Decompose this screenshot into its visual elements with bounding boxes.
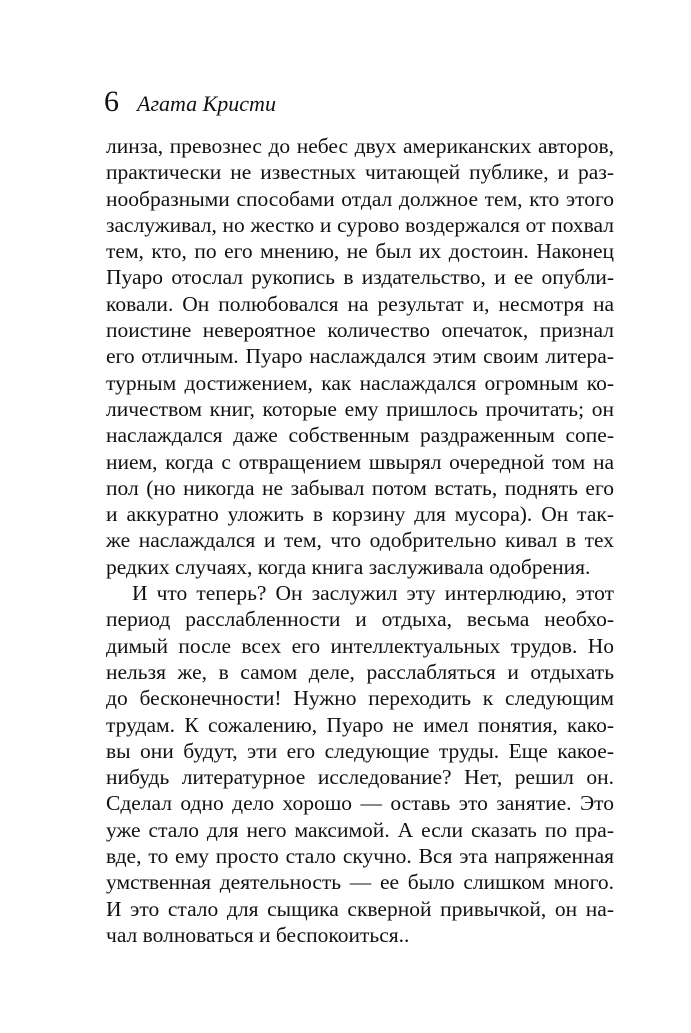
text-line: его отличным. Пуаро наслаждался этим своим литера- bbox=[106, 344, 614, 369]
text-line: практически не известных читающей публике, и раз- bbox=[106, 160, 614, 185]
text-line: линза, превознес до небес двух американских авторов, bbox=[106, 134, 614, 158]
book-author: Агата Кристи bbox=[137, 91, 276, 116]
text-line: уже стало для него максимой. А если сказать по пра- bbox=[106, 817, 614, 842]
text-line: турным достижением, как наслаждался огромным ко- bbox=[106, 370, 614, 395]
body-text bbox=[106, 133, 614, 948]
text-line: редких случаях, когда книга заслуживала одобрения. bbox=[106, 554, 591, 579]
text-line: личеством книг, которые ему пришлось прочитать; он bbox=[106, 396, 614, 421]
text-line: вде, то ему просто стало скучно. Вся эта напряженная bbox=[106, 844, 614, 869]
text-line: умственная деятельность — ее было слишком много. bbox=[106, 870, 614, 895]
text-line: Сделал одно дело хорошо — оставь это занятие. Это bbox=[106, 791, 614, 816]
text-line: нообразными способами отдал должное тем, кто этого bbox=[106, 186, 614, 211]
paragraph-2 bbox=[106, 580, 614, 948]
text-line: нельзя же, в самом деле, расслабляться и отдыхать bbox=[106, 659, 614, 684]
text-line: поистине невероятное количество опечаток, признал bbox=[106, 318, 614, 343]
text-line: чал волноваться и беспокоиться.. bbox=[106, 922, 410, 947]
page-number: 6 bbox=[104, 85, 119, 118]
paragraph-1 bbox=[106, 133, 614, 580]
text-line: и аккуратно уложить в корзину для мусора). Он так- bbox=[106, 502, 614, 527]
text-line: вы они будут, эти его следующие труды. Еще какое- bbox=[106, 738, 614, 763]
text-line: трудам. К сожалению, Пуаро не имел понятия, како- bbox=[106, 712, 614, 737]
text-line: И это стало для сыщика скверной привычкой, он на- bbox=[106, 896, 614, 921]
text-line: же наслаждался и тем, что одобрительно кивал в тех bbox=[106, 528, 614, 553]
running-header bbox=[104, 82, 624, 122]
text-line: ковали. Он полюбовался на результат и, несмотря на bbox=[106, 291, 614, 316]
text-line: нибудь литературное исследование? Нет, решил он. bbox=[106, 765, 614, 790]
text-line: нием, когда с отвращением швырял очередной том на bbox=[106, 449, 614, 474]
text-line: И что теперь? Он заслужил эту интерлюдию, этот bbox=[132, 581, 614, 606]
text-line: пол (но никогда не забывал потом встать, поднять его bbox=[106, 475, 614, 500]
text-line: заслуживал, но жестко и сурово воздержался от похвал bbox=[106, 212, 614, 237]
text-line: до бесконечности! Нужно переходить к следующим bbox=[106, 686, 614, 711]
text-line: Пуаро отослал рукопись в издательство, и ее опубли- bbox=[106, 265, 614, 290]
text-line: тем, кто, по его мнению, не был их достоин. Наконец bbox=[106, 239, 614, 264]
text-line: димый после всех его интеллектуальных трудов. Но bbox=[106, 633, 614, 658]
text-line: наслаждался даже собственным раздраженным сопе- bbox=[106, 423, 614, 448]
text-line: период расслабленности и отдыха, весьма необхо- bbox=[106, 607, 614, 632]
